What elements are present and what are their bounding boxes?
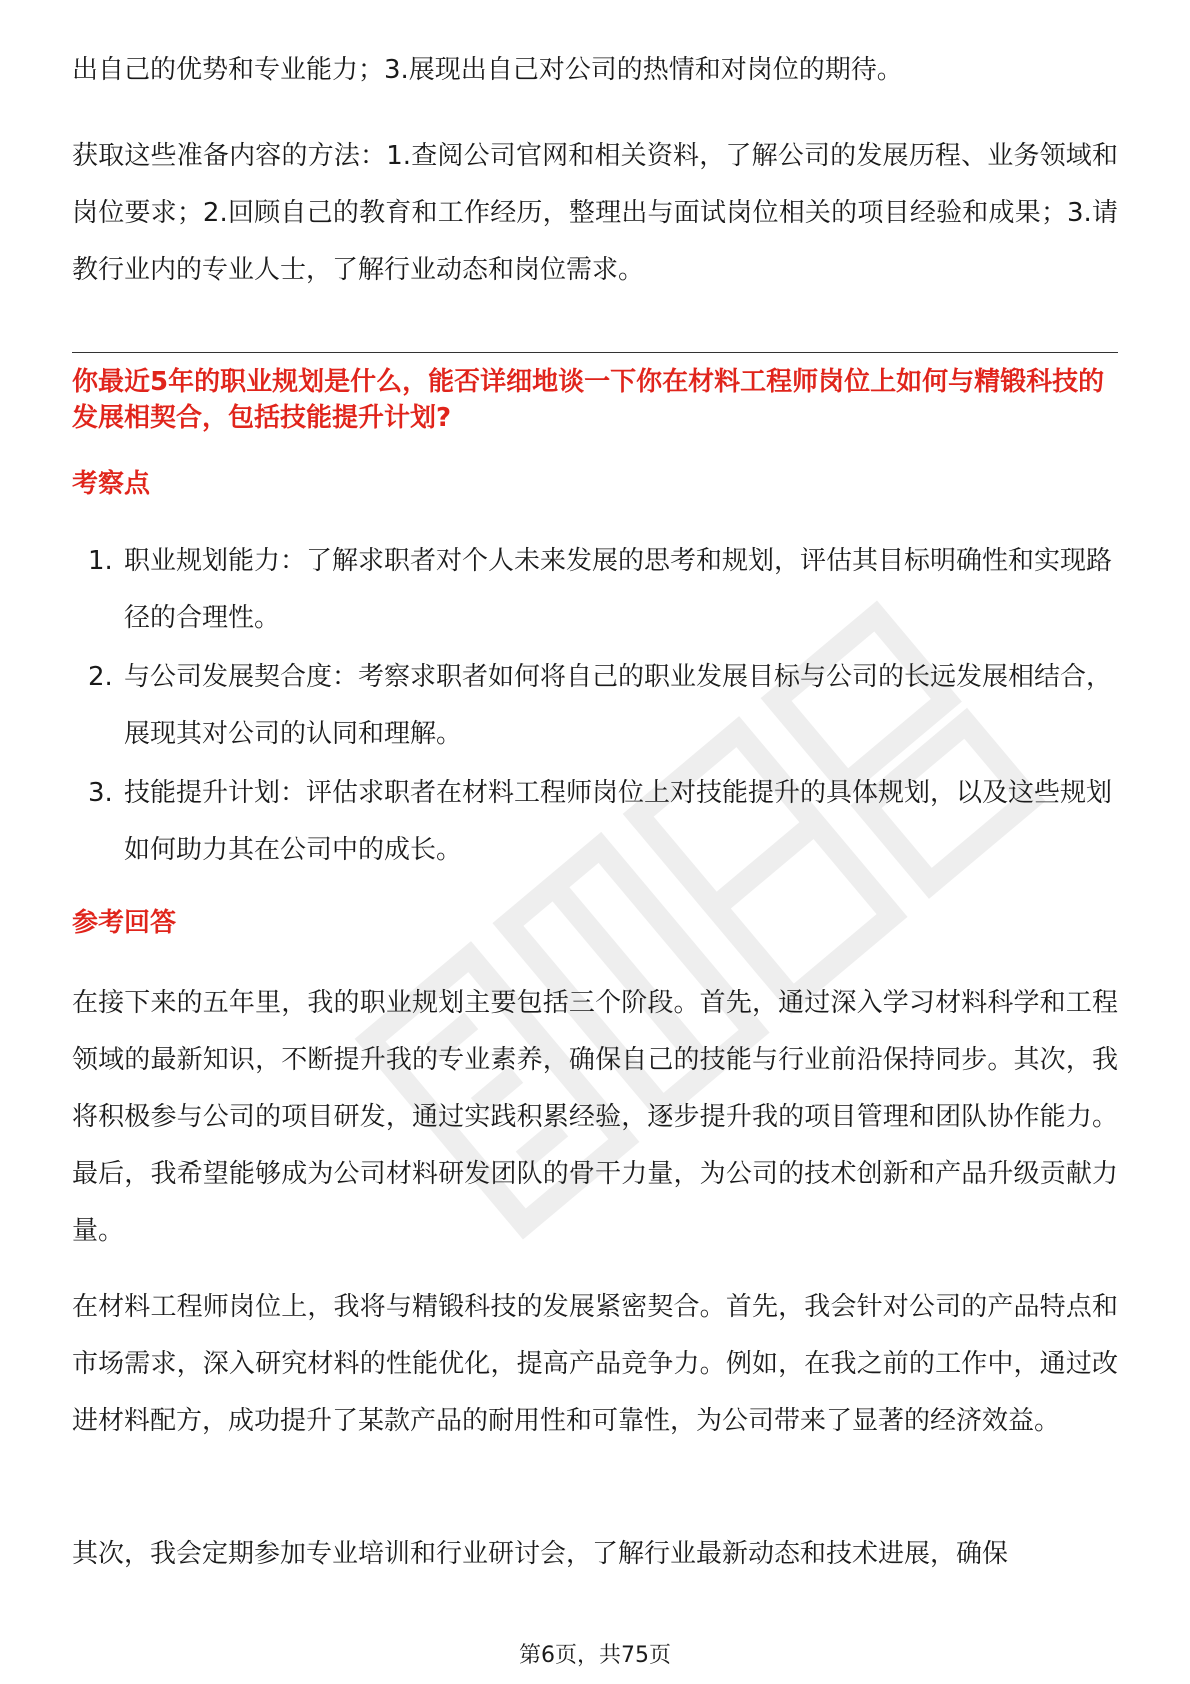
list-item: [72, 765, 1118, 879]
paragraph-continued: 出自己的优势和专业能力；3.展现出自己对公司的热情和对岗位的期待。: [72, 55, 903, 85]
answer-paragraph: 其次，我会定期参加专业培训和行业研讨会，了解行业最新动态和技术进展，确保: [72, 1539, 1009, 1569]
question-heading: 你最近5年的职业规划是什么，能否详细地谈一下你在材料工程师岗位上如何与精锻科技的发展相契合，包括技能提升计划?: [72, 367, 1105, 433]
answer-paragraph: 在接下来的五年里，我的职业规划主要包括三个阶段。首先，通过深入学习材料科学和工程领域的最新知识，不断提升我的专业素养，确保自己的技能与行业前沿保持同步。其次，我将积极参与公司的项目研发，通过实践积累经验，逐步提升我的项目管理和团队协作能力。最后，我希望能够成为公司材料研发团队的骨干力量，为公司的技术创新和产品升级贡献力量。: [72, 988, 1118, 1246]
reference-answer-title: 参考回答: [72, 908, 177, 938]
section-divider: [72, 352, 1118, 353]
answer-paragraph: 在材料工程师岗位上，我将与精锻科技的发展紧密契合。首先，我会针对公司的产品特点和市场需求，深入研究材料的性能优化，提高产品竞争力。例如，在我之前的工作中，通过改进材料配方，成功提升了某款产品的耐用性和可靠性，为公司带来了显著的经济效益。: [72, 1292, 1118, 1436]
list-item: [72, 649, 1118, 763]
list-item-text: 与公司发展契合度：考察求职者如何将自己的职业发展目标与公司的长远发展相结合，展现其对公司的认同和理解。: [124, 662, 1113, 749]
page-number-footer: 第6页，共75页: [519, 1643, 671, 1668]
list-item-number: 2.: [88, 662, 113, 692]
list-item-number: 1.: [88, 546, 113, 576]
assessment-points-title: 考察点: [72, 469, 151, 499]
list-item-text: 技能提升计划：评估求职者在材料工程师岗位上对技能提升的具体规划，以及这些规划如何助力其在公司中的成长。: [124, 778, 1113, 865]
list-item-number: 3.: [88, 778, 113, 808]
paragraph-preparation-method: 获取这些准备内容的方法：1.查阅公司官网和相关资料，了解公司的发展历程、业务领域和岗位要求；2.回顾自己的教育和工作经历，整理出与面试岗位相关的项目经验和成果；3.请教行业内的专业人士，了解行业动态和岗位需求。: [72, 141, 1118, 285]
list-item-text: 职业规划能力：了解求职者对个人未来发展的思考和规划，评估其目标明确性和实现路径的合理性。: [124, 546, 1113, 633]
assessment-points-list: [72, 533, 1118, 881]
list-item: [72, 533, 1118, 647]
